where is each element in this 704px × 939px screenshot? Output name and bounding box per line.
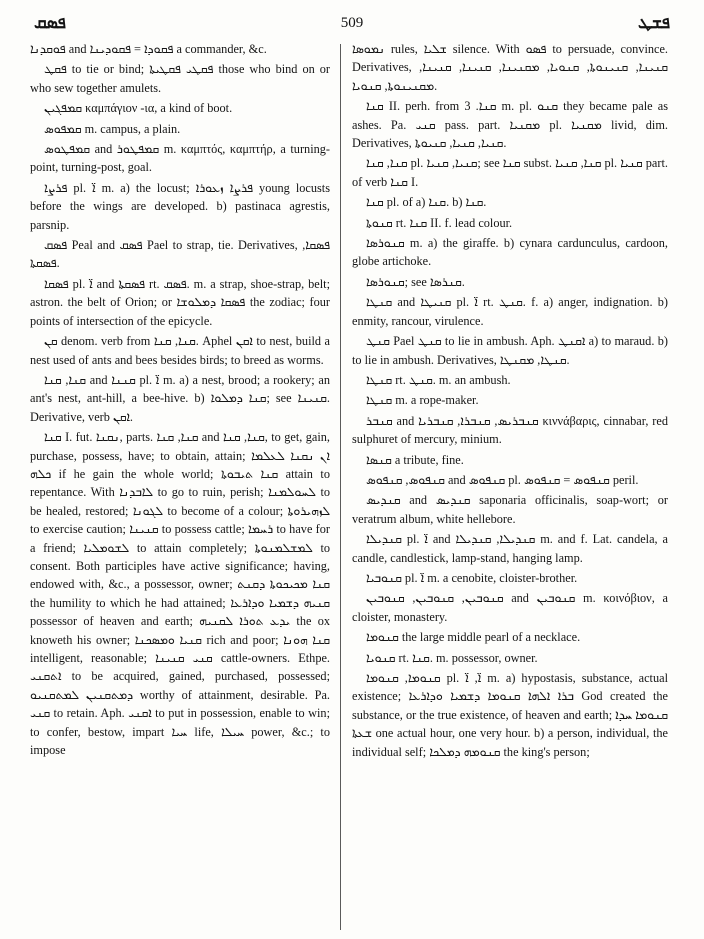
dictionary-entry: ܩܡܦܛܘܣ and ܩܡܦܛܘܪ m. καμπτός, καμπτήρ, a turning-point, turning-post, goal.	[30, 142, 330, 175]
dictionary-entry: ܩܢܛܐ and ܩܢܝܛܐ pl. ܐ̈ rt. ܩܢܛ. f. a) anger, indignation. b) enmity, rancour, virulence.	[352, 295, 668, 328]
dictionary-entry: ܦܣܩ Peal and ܦܣܩ Pael to strap, tie. Derivatives, ܦܣܩܐ, ܦܣܩܬܐ.	[30, 238, 330, 271]
right-guide-word: ܦܫܛ	[637, 13, 670, 32]
dictionary-entry: ܩܢܐ II. perh. from ܩܢܐ. 3 m. pl. ܩܢܘ they became pale as ashes. Pa. ܩܢܝ pass. part. ܡܩܢܝܐ pl. ܡܩܢܝܐ livid, dim. Derivatives, ܩܢܝܐ, ܩܢܝܐ, ܩܢܝܘܬܐ.	[352, 99, 668, 151]
dictionary-entry: ܩܢܘܪܣܐ m. a) the giraffe. b) cynara cardunculus, cardoon, globe artichoke.	[352, 236, 668, 269]
dictionary-entry: ܩܢܘܡܐ the large middle pearl of a necklace.	[366, 630, 581, 645]
dictionary-entry: ܩܢܒܪ and ܩܢܒܪܝܣ, ܩܢܒܪܐ, ܩܢܒܪܝܐ κιννάβαρις, cinnabar, red sulphuret of mercury, minium.	[352, 413, 668, 447]
dictionary-entry: ܦܣܩܐ pl. ܐ̈ and ܦܣܩܬܐ rt. ܦܣܩ. m. a strap, shoe-strap, belt; astron. the belt of Orion; or ܦܣܩܐ ܕܡܠܘܫܐ the zodiac; four points of intersection of the epicycle.	[30, 276, 330, 328]
dictionary-entry: ܩܢܛܐ m. a rope-maker.	[366, 393, 479, 408]
dictionary-entry: ܩܢܐ, ܩܢܐ pl. ܩܢܝܐ, ܩܢܝܐ; see ܩܢܐ subst. ܩܢܐ, ܩܢܝܐ pl. ܩܢܝܐ part. of verb ܩܢܐ I.	[352, 156, 668, 189]
dictionary-entry: ܦܘܩܕܢܐ and ܦܩܘܕܐ = ܦܩܘܕܝܢܐ a commander, &c.	[30, 42, 267, 56]
dictionary-entry: ܩܢܕܝܠܐ pl. ܐ̈ and ܩܢܕܝܠܐ, ܩܢܕܝܠܐ m. and f. Lat. candela, a candle, candlestick, lamp-stand, hanging lamp.	[352, 532, 668, 565]
dictionary-entry: ܦܪܨܐ pl. ܐ̈ m. a) the locust; ܦܪܨܐ ܙܥܘܪܐ young locusts before the wings are developed. b) pastinaca agrestis, parsnip.	[30, 180, 330, 232]
page-number: 509	[340, 14, 364, 31]
dictionary-entry: ܩܢܣܐ a tribute, fine.	[366, 452, 464, 467]
dictionary-entry: ܩܢܛܐ rt. ܩܢܛ. m. an ambush.	[366, 372, 511, 387]
dictionary-entry: ܩܢܘܒܝܐ pl. ܐ̈ m. a cenobite, cloister-brother.	[366, 570, 578, 585]
column-divider	[340, 44, 341, 930]
dictionary-entry: ܩܢܘܬܐ rt. ܩܢܐ II. f. lead colour.	[366, 215, 513, 230]
running-header	[34, 10, 670, 36]
dictionary-entry: ܢܡܘܣܐ rules, ܫܠܝܐ silence. With ܦܣܘ to persuade, convince. Derivatives, ܩܢܝܢܐ, ܩܢܝܢܘܬܐ, ܩܢܘܝܐ, ܡܩܢܝܢܐ, ܩܢܝܢܐ, ܩܢܝܢܐ, ܡܩܢܝܢܘܬܐ, ܩܢܘܝܐ.	[352, 42, 668, 93]
left-guide-word: ܦܣܩ	[34, 13, 66, 32]
dictionary-entry: ܩܢܐ pl. of a) ܩܢܐ. b) ܩܢܐ.	[366, 195, 487, 210]
dictionary-entry: ܩܢܘܡܐ, ܩܢܘܡܐ pl. ܐ̈, ܐ̈ m. a) hypostasis, substance, actual existence; ܒܪܐ ܐܠܗܐ ܩܢܘܡܐ ܕܫܡܝܐ ܘܕܐܪܥܐ God created the substance, or the true existence, of heaven and earth; ܩܢܘܡܐ ܚܕܐ ܫܥܬܐ one actual hour, one very hour. b) a person, individual, the individual self; ܩܢܘܡܗ ܕܡܠܟܐ the king's person;	[352, 671, 668, 759]
dictionary-entry: ܩܢܐ I. fut. ܢܩܢܐ, parts. ܩܢܐ, ܩܢܐ and ܩܢܐ, ܩܢܐ, to get, gain, purchase, possess, have; to obtain, attain; ܐܢ ܢܩܢܐ ܠܥܠܡܐ ܟܠܗ if he gain the whole world; ܩܢܐ ܬܝܒܘܬܐ attain to repentance. With ܠܐܒܕܢܐ to go to ruin, perish; ܠܚܘܠܡܢܐ to be healed, restored; ܠܓܘܢܐ to become of a colour; ܠܙܗܝܪܘܬܐ to exercise caution; ܩܢܝܢܐ to possess cattle; ܪܚܡܐ to have for a friend; ܠܫܘܡܠܝܐ to attain completely; ܠܡܫܠܡܢܘܬܐ to consent. Both participles have active significance; having, endowed with, &c., a possessor, owner; ܩܢܐ ܡܟܝܟܘܬܐ ܕܩܢܬ the humility to which he had attained; ܩܢܝܗ ܕܫܡܝܐ ܘܕܐܪܥܐ possessor of heaven and earth; ܝܕܥ ܬܘܪܐ ܠܩܢܝܗ the ox knoweth his owner; ܩܢܝܐ ܘܡܣܟܢܐ rich and poor; ܩܢܐ ܗܘܢܐ intelligent, reasonable; ܩܢܝ ܩܢܝܢܐ cattle-owners. Ethpe. ܐܬܩܢܝ to be acquired, gained, purchased, possessed; ܕܡܬܩܢܝܢ ܠܡܬܩܢܝܘ worthy of attainment, desirable. Pa. ܩܢܝ to retain. Aph. ܐܩܢܝ to put in possession, enable to win; to confer, bestow, impart ܚܝܐ life, ܚܝܠܐ power, &c.; to impose	[30, 430, 330, 758]
dictionary-entry: ܩܡܦܘܣ m. campus, a plain.	[44, 121, 181, 136]
left-column	[30, 40, 330, 930]
dictionary-entry: ܩܢܦܘܣ, ܩܢܦܘܣ and ܩܢܦܘܣ pl. ܩܢܦܘܣ = ܩܢܦܘܣ peril.	[366, 472, 639, 487]
dictionary-entry: ܩܢܘܒܝܢ, ܩܢܘܒܝܢ, ܩܢܘܒܝܢ and ܩܢܘܒܝܢ m. κοινόβιον, a cloister, monastery.	[352, 591, 668, 624]
dictionary-entry: ܦܩܛ to tie or bind; ܦܩܛܝ ܦܩܛܝܬܐ those who bind on or who sew together amulets.	[30, 62, 330, 95]
dictionary-entry: ܩܢܘܪܣܐ; see ܩܢܪܣܐ.	[366, 274, 465, 289]
dictionary-entry: ܩܢܕܝܣ and ܩܢܕܝܣ saponaria officinalis, soap-wort; or veratrum album, white hellebore.	[352, 493, 668, 526]
right-column	[352, 40, 668, 930]
dictionary-entry: ܩܢ denom. verb from ܩܢܐ, ܩܢܐ. Aphel ܐܩܢ to nest, build a nest used of ants and bees besides birds; to breed as worms.	[30, 334, 330, 367]
dictionary-entry: ܩܡܦܓܝܢ καμπάγιον -ια, a kind of boot.	[44, 101, 233, 116]
dictionary-entry: ܩܢܐ, ܩܢܐ and ܩܢܢܐ pl. ܐ̈ m. a) a nest, brood; a rookery; an ant's nest, ant-hill, a bee-hive. b) ܩܢܐ ܕܡܠܘܐ; see ܩܢܝܢܐ. Derivative, verb ܐܩܢ.	[30, 372, 330, 424]
dictionary-entry: ܩܢܘܝܐ rt. ܩܢܐ. m. possessor, owner.	[366, 650, 538, 665]
dictionary-entry: ܩܢܛ Pael ܩܢܛ to lie in ambush. Aph. ܐܩܢܛ a) to maraud. b) to lie in ambush. Derivatives, ܩܢܛܐ, ܡܩܢܛܐ.	[352, 334, 668, 367]
